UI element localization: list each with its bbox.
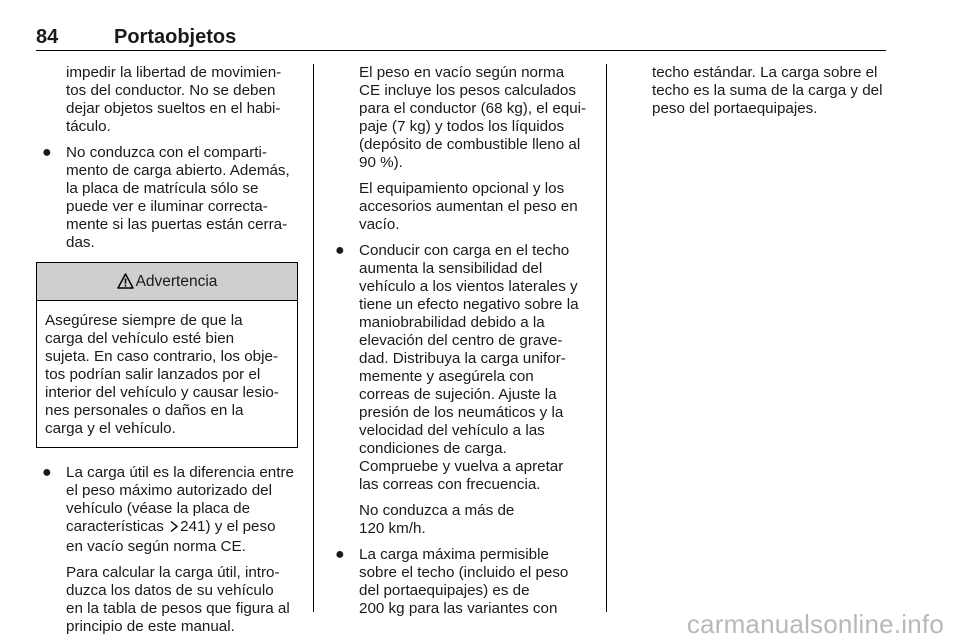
text-line: del portaequipajes) es de bbox=[359, 582, 530, 599]
text-line: La carga máxima permisible bbox=[359, 546, 549, 563]
column-2 bbox=[329, 64, 591, 618]
text-line: puede ver e iluminar correcta- bbox=[66, 198, 268, 215]
page-number: 84 bbox=[36, 26, 59, 48]
bullet-dot-icon: ● bbox=[42, 144, 52, 161]
paragraph bbox=[329, 502, 591, 538]
text-line: sobre el techo (incluido el peso bbox=[359, 564, 569, 581]
page-reference-line bbox=[66, 518, 298, 538]
column-divider bbox=[313, 64, 314, 612]
warning-triangle-icon bbox=[117, 266, 134, 303]
bullet-item bbox=[329, 242, 591, 494]
text-line: 200 kg para las variantes con bbox=[359, 600, 558, 617]
text-line: techo estándar. La carga sobre el bbox=[652, 64, 878, 81]
text-line: paje (7 kg) y todos los líquidos bbox=[359, 118, 565, 135]
bullet-dot-icon: ● bbox=[42, 464, 52, 481]
text-line: tiene un efecto negativo sobre la bbox=[359, 296, 579, 313]
text-line: Conducir con carga en el techo bbox=[359, 242, 570, 259]
text-line: (depósito de combustible lleno al bbox=[359, 136, 581, 153]
text-line: el peso máximo autorizado del bbox=[66, 482, 272, 499]
text-line: impedir la libertad de movimien- bbox=[66, 64, 282, 81]
column-3 bbox=[622, 64, 888, 118]
warning-box bbox=[36, 262, 298, 448]
text-line: condiciones de carga. bbox=[359, 440, 507, 457]
text-line: nes personales o daños en la bbox=[45, 402, 244, 419]
reference-page[interactable]: 241) y el peso bbox=[180, 518, 276, 535]
page-reference-arrow-icon[interactable] bbox=[169, 520, 179, 538]
text-line: 90 %). bbox=[359, 154, 403, 171]
warning-body bbox=[37, 301, 297, 447]
reference-text: características bbox=[66, 518, 164, 535]
text-line: principio de este manual. bbox=[66, 618, 235, 635]
text-line: techo es la suma de la carga y del bbox=[652, 82, 883, 99]
text-line: velocidad del vehículo a las bbox=[359, 422, 545, 439]
bullet-item bbox=[36, 464, 298, 556]
text-line: maniobrabilidad debido a la bbox=[359, 314, 545, 331]
text-line: táculo. bbox=[66, 118, 111, 135]
text-line: peso del portaequipajes. bbox=[652, 100, 818, 117]
text-line: carga del vehículo esté bien bbox=[45, 330, 235, 347]
bullet-dot-icon: ● bbox=[335, 242, 345, 259]
watermark: carmanualsonline.info bbox=[686, 609, 944, 639]
text-line: 120 km/h. bbox=[359, 520, 426, 537]
text-line: vehículo a los vientos laterales y bbox=[359, 278, 578, 295]
text-line: aumenta la sensibilidad del bbox=[359, 260, 543, 277]
text-line: elevación del centro de grave- bbox=[359, 332, 563, 349]
text-line: dejar objetos sueltos en el habi- bbox=[66, 100, 281, 117]
text-line: presión de los neumáticos y la bbox=[359, 404, 564, 421]
text-line: mente si las puertas están cerra- bbox=[66, 216, 288, 233]
paragraph bbox=[622, 64, 888, 118]
text-line: Asegúrese siempre de que la bbox=[45, 312, 243, 329]
warning-title: Advertencia bbox=[135, 273, 218, 290]
text-line: sujeta. En caso contrario, los obje- bbox=[45, 348, 278, 365]
bullet-item bbox=[36, 144, 298, 252]
text-line: vehículo (véase la placa de bbox=[66, 500, 251, 517]
text-line: tos del conductor. No se deben bbox=[66, 82, 276, 99]
text-line: La carga útil es la diferencia entre bbox=[66, 464, 294, 481]
text-line: El equipamiento opcional y los bbox=[359, 180, 565, 197]
text-line: No conduzca con el comparti- bbox=[66, 144, 267, 161]
page-title: Portaobjetos bbox=[114, 26, 237, 48]
text-line: la placa de matrícula sólo se bbox=[66, 180, 259, 197]
text-line: interior del vehículo y causar lesio- bbox=[45, 384, 279, 401]
warning-header bbox=[37, 263, 297, 301]
text-line: tos podrían salir lanzados por el bbox=[45, 366, 261, 383]
text-line: CE incluye los pesos calculados bbox=[359, 82, 576, 99]
text-line: para el conductor (68 kg), el equi- bbox=[359, 100, 587, 117]
text-line: en la tabla de pesos que figura al bbox=[66, 600, 290, 617]
column-divider bbox=[606, 64, 607, 612]
continuation-paragraph bbox=[36, 64, 298, 136]
text-line: Compruebe y vuelva a apretar bbox=[359, 458, 564, 475]
text-line: accesorios aumentan el peso en bbox=[359, 198, 578, 215]
header-rule bbox=[36, 50, 886, 51]
page-header bbox=[36, 26, 886, 52]
text-line: Para calcular la carga útil, intro- bbox=[66, 564, 280, 581]
bullet-item bbox=[329, 546, 591, 618]
text-line: las correas con frecuencia. bbox=[359, 476, 541, 493]
text-line: duzca los datos de su vehículo bbox=[66, 582, 274, 599]
text-line: dad. Distribuya la carga unifor- bbox=[359, 350, 566, 367]
column-1 bbox=[36, 64, 298, 636]
text-line: en vacío según norma CE. bbox=[66, 538, 246, 555]
paragraph bbox=[329, 180, 591, 234]
text-line: vacío. bbox=[359, 216, 400, 233]
text-line: El peso en vacío según norma bbox=[359, 64, 565, 81]
bullet-dot-icon: ● bbox=[335, 546, 345, 563]
text-line: memente y asegúrela con bbox=[359, 368, 534, 385]
text-line: correas de sujeción. Ajuste la bbox=[359, 386, 557, 403]
text-line: carga y el vehículo. bbox=[45, 420, 176, 437]
paragraph bbox=[36, 564, 298, 636]
paragraph bbox=[329, 64, 591, 172]
text-line: das. bbox=[66, 234, 95, 251]
text-line: No conduzca a más de bbox=[359, 502, 515, 519]
text-line: mento de carga abierto. Además, bbox=[66, 162, 290, 179]
